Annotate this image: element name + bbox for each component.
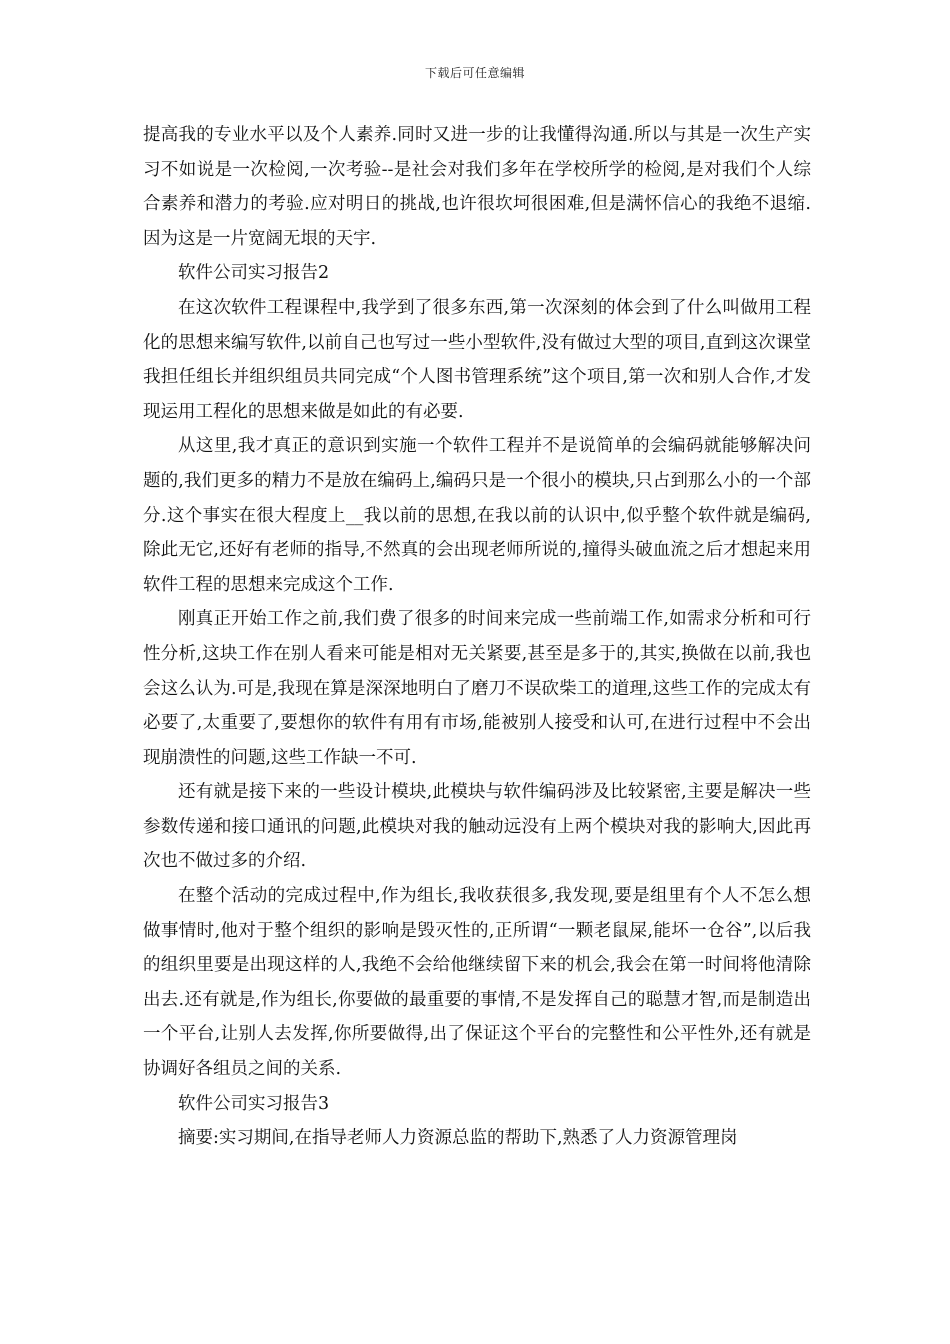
paragraph-design-module: 还有就是接下来的一些设计模块,此模块与软件编码涉及比较紧密,主要是解决一些参数传递和接口通讯的问题,此模块对我的触动远没有上两个模块对我的影响大,因此再次也不做过多的介绍. [143,782,811,872]
paragraph-course-learning: 在这次软件工程课程中,我学到了很多东西,第一次深刻的体会到了什么叫做用工程化的思想来编写软件,以前自己也写过一些小型软件,没有做过大型的项目,直到这次课堂我担任组长并组织组员共同完成“个人图书管理系统”这个项目,第一次和别人合作,才发现运用工程化的思想来做是如此的有必要. [143,297,811,422]
section-heading-report-3: 软件公司实习报告3 [178,1093,330,1114]
paragraph-team-leader: 在整个活动的完成过程中,作为组长,我收获很多,我发现,要是组里有个人不怎么想做事情时,他对于整个组织的影响是毁灭性的,正所谓“一颗老鼠屎,能坏一仓谷”,以后我的组织里要是出现这样的人,我绝不会给他继续留下来的机会,我会在第一时间将他清除出去.还有就是,作为组长,你要做的最重要的事情,不是发挥自己的聪慧才智,而是制造出一个平台,让别人去发挥,你所要做得,出了保证这个平台的完整性和公平性外,还有就是协调好各组员之间的关系. [143,886,811,1080]
page-header: 下载后可任意编辑 [424,66,525,80]
document-body [143,118,811,1156]
paragraph-continuation: 提高我的专业水平以及个人素养.同时又进一步的让我懂得沟通.所以与其是一次生产实习不如说是一次检阅,一次考验--是社会对我们多年在学校所学的检阅,是对我们个人综合素养和潜力的考验.应对明日的挑战,也许很坎坷很困难,但是满怀信心的我绝不退缩.因为这是一片宽阔无垠的天宇. [143,125,811,249]
paragraph-abstract: 摘要:实习期间,在指导老师人力资源总监的帮助下,熟悉了人力资源管理岗 [178,1128,738,1149]
paragraph-realization: 从这里,我才真正的意识到实施一个软件工程并不是说简单的会编码就能够解决问题的,我们更多的精力不是放在编码上,编码只是一个很小的模块,只占到那么小的一个部分.这个事实在很大程度上__我以前的思想,在我以前的认识中,似乎整个软件就是编码,除此无它,还好有老师的指导,不然真的会出现老师所说的,撞得头破血流之后才想起来用软件工程的思想来完成这个工作. [143,436,811,595]
section-heading-report-2: 软件公司实习报告2 [178,263,330,284]
paragraph-frontend-work: 刚真正开始工作之前,我们费了很多的时间来完成一些前端工作,如需求分析和可行性分析,这块工作在别人看来可能是相对无关紧要,甚至是多于的,其实,换做在以前,我也会这么认为.可是,我现在算是深深地明白了磨刀不误砍柴工的道理,这些工作的完成太有必要了,太重要了,要想你的软件有用有市场,能被别人接受和认可,在进行过程中不会出现崩溃性的问题,这些工作缺一不可. [143,609,811,768]
